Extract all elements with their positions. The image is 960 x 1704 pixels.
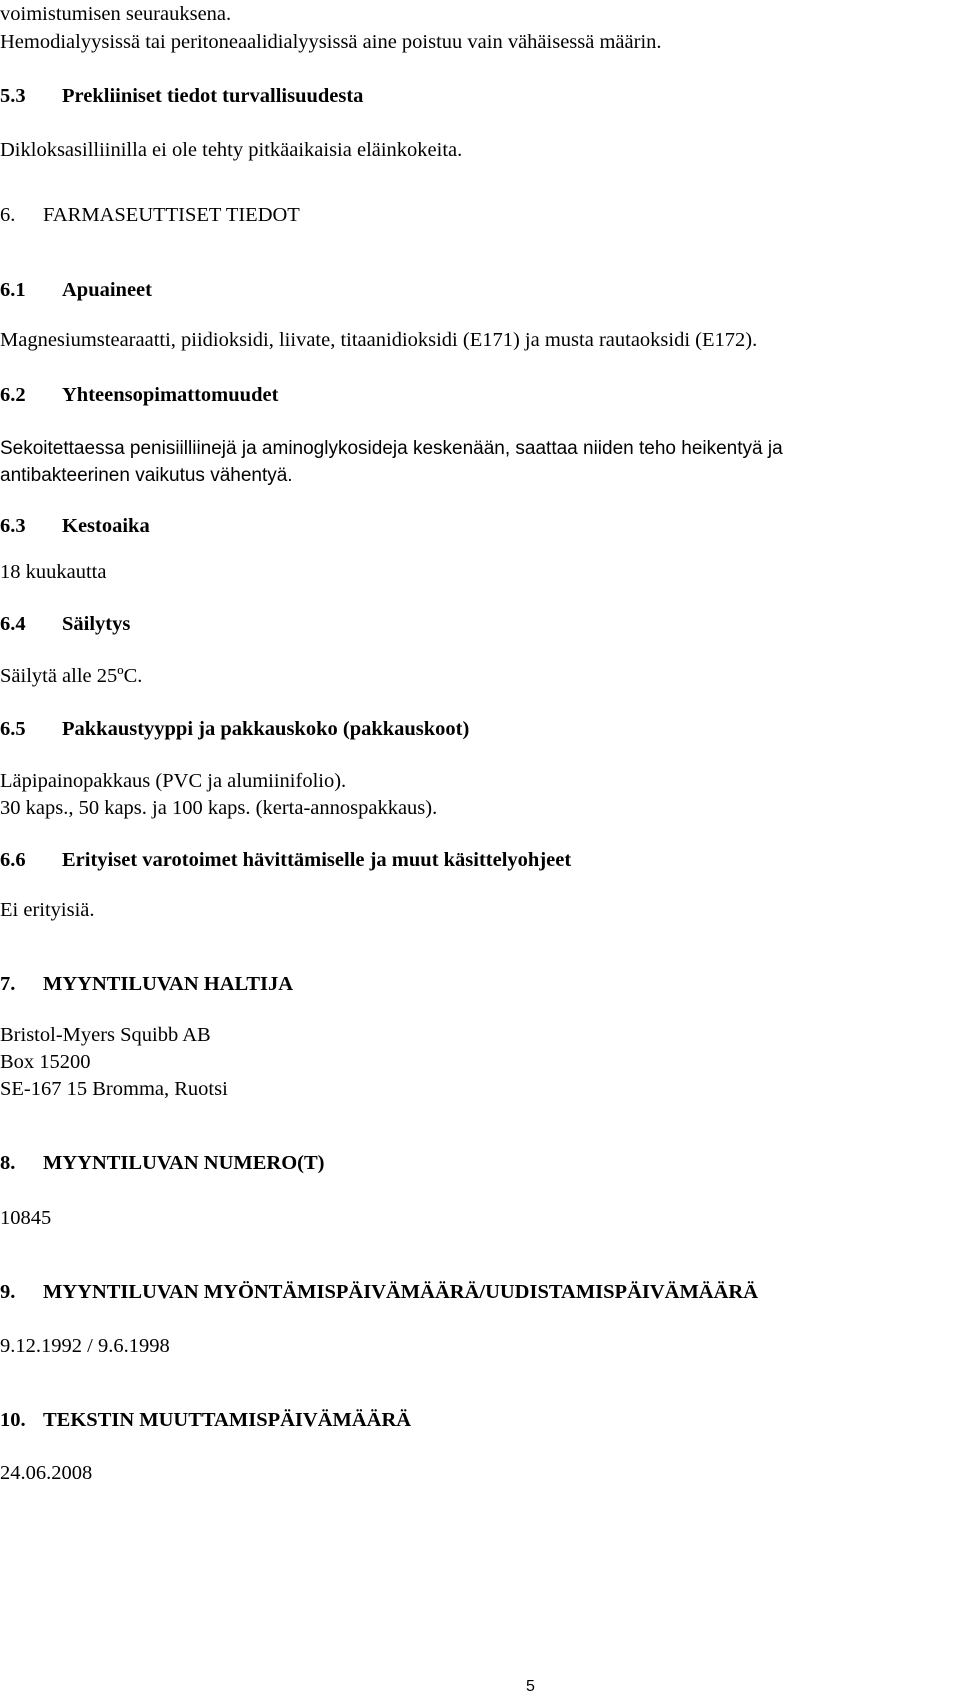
section-title: Kestoaika xyxy=(62,515,150,537)
section-number: 6.6 xyxy=(0,849,26,871)
section-number: 6.4 xyxy=(0,613,26,635)
section-text: 24.06.2008 xyxy=(0,1462,93,1484)
section-number: 7. xyxy=(0,973,16,995)
section-text: Ei erityisiä. xyxy=(0,899,95,921)
section-title: Pakkaustyyppi ja pakkauskoko (pakkauskoot) xyxy=(62,718,470,740)
section-number: 8. xyxy=(0,1152,16,1174)
section-heading-9 xyxy=(0,1280,758,1304)
section-number: 6.3 xyxy=(0,515,26,537)
section-heading-5-3 xyxy=(0,84,363,108)
section-text: 18 kuukautta xyxy=(0,561,107,583)
section-number: 6.1 xyxy=(0,279,26,301)
section-number: 5.3 xyxy=(0,85,26,107)
address-line: Box 15200 xyxy=(0,1051,91,1073)
section-heading-6-2 xyxy=(0,383,278,407)
section-number: 10. xyxy=(0,1409,26,1431)
body-text-line: Hemodialyysissä tai peritoneaalidialyysissä aine poistuu vain vähäisessä määrin. xyxy=(0,31,662,53)
section-heading-6-6 xyxy=(0,848,571,872)
section-number: 6.2 xyxy=(0,384,26,406)
section-title: MYYNTILUVAN NUMERO(T) xyxy=(43,1152,325,1174)
address-line: SE-167 15 Bromma, Ruotsi xyxy=(0,1078,228,1100)
body-text-line: voimistumisen seurauksena. xyxy=(0,3,232,25)
section-title: FARMASEUTTISET TIEDOT xyxy=(43,204,300,226)
section-title: MYYNTILUVAN MYÖNTÄMISPÄIVÄMÄÄRÄ/UUDISTAMISPÄIVÄMÄÄRÄ xyxy=(43,1281,759,1303)
section-number: 9. xyxy=(0,1281,16,1303)
section-heading-6-1 xyxy=(0,278,152,302)
section-text: Läpipainopakkaus (PVC ja alumiinifolio). xyxy=(0,770,347,792)
section-text: antibakteerinen vaikutus vähentyä. xyxy=(0,465,293,486)
address-line: Bristol-Myers Squibb AB xyxy=(0,1024,211,1046)
section-heading-7 xyxy=(0,972,293,996)
section-title: Yhteensopimattomuudet xyxy=(62,384,279,406)
section-title: MYYNTILUVAN HALTIJA xyxy=(43,973,294,995)
section-title: Prekliiniset tiedot turvallisuudesta xyxy=(62,85,364,107)
section-title: TEKSTIN MUUTTAMISPÄIVÄMÄÄRÄ xyxy=(43,1409,412,1431)
section-text: 30 kaps., 50 kaps. ja 100 kaps. (kerta-annospakkaus). xyxy=(0,797,438,819)
section-title: Säilytys xyxy=(62,613,131,635)
section-heading-8 xyxy=(0,1151,325,1175)
section-text: Säilytä alle 25ºC. xyxy=(0,665,143,687)
section-title: Erityiset varotoimet hävittämiselle ja muut käsittelyohjeet xyxy=(62,849,572,871)
section-text: Magnesiumstearaatti, piidioksidi, liivate, titaanidioksidi (E171) ja musta rautaoksidi (E172). xyxy=(0,329,758,351)
section-number: 6. xyxy=(0,204,16,226)
section-number: 6.5 xyxy=(0,718,26,740)
section-heading-6-3 xyxy=(0,514,150,538)
section-heading-6-4 xyxy=(0,612,130,636)
section-text: 9.12.1992 / 9.6.1998 xyxy=(0,1335,170,1357)
section-heading-6-5 xyxy=(0,717,469,741)
section-title: Apuaineet xyxy=(62,279,152,301)
section-text: Dikloksasilliinilla ei ole tehty pitkäaikaisia eläinkokeita. xyxy=(0,139,463,161)
section-heading-10 xyxy=(0,1408,411,1432)
page-number: 5 xyxy=(526,1678,535,1695)
section-heading-6 xyxy=(0,203,300,227)
section-text: 10845 xyxy=(0,1207,52,1229)
section-text: Sekoitettaessa penisiilliinejä ja aminoglykosideja keskenään, saattaa niiden teho heikentyä ja xyxy=(0,438,783,459)
